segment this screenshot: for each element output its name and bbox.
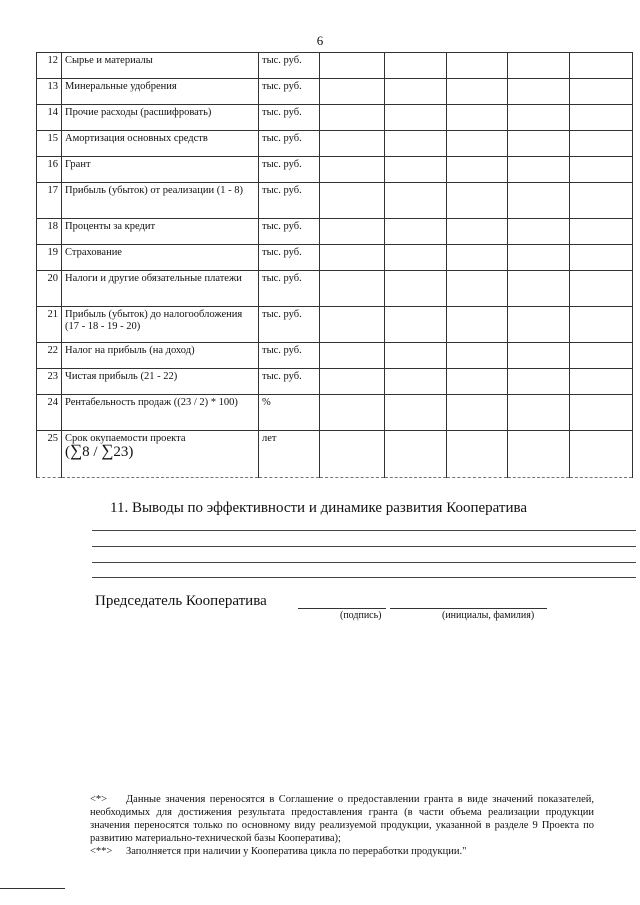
- indicator-name: Грант: [62, 157, 259, 183]
- table-row: [37, 431, 633, 478]
- value-cell[interactable]: [320, 131, 385, 157]
- indicator-unit: тыс. руб.: [259, 53, 320, 79]
- row-number: 21: [37, 307, 62, 343]
- conclusions-line[interactable]: [92, 562, 636, 563]
- value-cell[interactable]: [385, 157, 447, 183]
- value-cell[interactable]: [570, 157, 633, 183]
- value-cell[interactable]: [508, 105, 570, 131]
- indicator-name: Амортизация основных средств: [62, 131, 259, 157]
- value-cell[interactable]: [447, 183, 508, 219]
- value-cell[interactable]: [447, 245, 508, 271]
- indicator-unit: тыс. руб.: [259, 343, 320, 369]
- value-cell[interactable]: [508, 307, 570, 343]
- value-cell[interactable]: [447, 395, 508, 431]
- table-row: [37, 245, 633, 271]
- indicator-unit: %: [259, 395, 320, 431]
- table-row: [37, 395, 633, 431]
- footer-rule: [0, 888, 65, 889]
- value-cell[interactable]: [320, 53, 385, 79]
- value-cell[interactable]: [385, 307, 447, 343]
- signature-caption: (подпись): [340, 610, 382, 621]
- value-cell[interactable]: [447, 219, 508, 245]
- row-number: 12: [37, 53, 62, 79]
- table-row: [37, 53, 633, 79]
- value-cell[interactable]: [570, 395, 633, 431]
- row-number: 17: [37, 183, 62, 219]
- row-number: 16: [37, 157, 62, 183]
- value-cell[interactable]: [570, 307, 633, 343]
- value-cell[interactable]: [385, 219, 447, 245]
- value-cell[interactable]: [385, 105, 447, 131]
- indicator-unit: тыс. руб.: [259, 131, 320, 157]
- chairman-label: Председатель Кооператива: [95, 593, 267, 609]
- footnotes: [90, 793, 594, 858]
- value-cell[interactable]: [570, 219, 633, 245]
- indicator-unit: тыс. руб.: [259, 219, 320, 245]
- value-cell[interactable]: [447, 131, 508, 157]
- value-cell[interactable]: [570, 271, 633, 307]
- value-cell[interactable]: [447, 369, 508, 395]
- table-row: [37, 105, 633, 131]
- value-cell[interactable]: [508, 369, 570, 395]
- value-cell[interactable]: [508, 271, 570, 307]
- value-cell[interactable]: [385, 131, 447, 157]
- value-cell[interactable]: [320, 431, 385, 478]
- indicator-name-cell: [62, 431, 259, 478]
- row-number: 18: [37, 219, 62, 245]
- value-cell[interactable]: [508, 79, 570, 105]
- formula-close: ): [128, 444, 134, 460]
- payback-formula: [65, 441, 255, 460]
- value-cell[interactable]: [570, 183, 633, 219]
- value-cell[interactable]: [320, 245, 385, 271]
- row-number: 19: [37, 245, 62, 271]
- table-row: [37, 271, 633, 307]
- value-cell[interactable]: [570, 369, 633, 395]
- conclusions-title: 11. Выводы по эффективности и динамике развития Кооператива: [110, 500, 528, 516]
- table-row: [37, 343, 633, 369]
- value-cell[interactable]: [508, 219, 570, 245]
- indicator-name: Рентабельность продаж ((23 / 2) * 100): [62, 395, 259, 431]
- value-cell[interactable]: [570, 431, 633, 478]
- value-cell[interactable]: [385, 79, 447, 105]
- value-cell[interactable]: [385, 53, 447, 79]
- value-cell[interactable]: [447, 53, 508, 79]
- indicator-unit: тыс. руб.: [259, 183, 320, 219]
- value-cell[interactable]: [320, 183, 385, 219]
- value-cell[interactable]: [385, 271, 447, 307]
- indicator-unit: тыс. руб.: [259, 307, 320, 343]
- indicator-name: Срок окупаемости проекта: [65, 433, 186, 444]
- conclusions-line[interactable]: [92, 530, 636, 531]
- row-number: 20: [37, 271, 62, 307]
- conclusions-line[interactable]: [92, 546, 636, 547]
- value-cell[interactable]: [570, 53, 633, 79]
- table-row: [37, 369, 633, 395]
- table-row: [37, 183, 633, 219]
- indicator-name: Прибыль (убыток) от реализации (1 - 8): [62, 183, 259, 219]
- indicator-unit: тыс. руб.: [259, 369, 320, 395]
- row-number: 23: [37, 369, 62, 395]
- name-line[interactable]: [390, 608, 547, 609]
- table-row: [37, 157, 633, 183]
- value-cell[interactable]: [447, 79, 508, 105]
- row-number: 14: [37, 105, 62, 131]
- value-cell[interactable]: [385, 431, 447, 478]
- value-cell[interactable]: [447, 307, 508, 343]
- value-cell[interactable]: [320, 369, 385, 395]
- indicator-name: Минеральные удобрения: [62, 79, 259, 105]
- indicator-name: Проценты за кредит: [62, 219, 259, 245]
- value-cell[interactable]: [320, 157, 385, 183]
- indicator-unit: тыс. руб.: [259, 157, 320, 183]
- table-row: [37, 307, 633, 343]
- value-cell[interactable]: [385, 245, 447, 271]
- indicator-name: Налоги и другие обязательные платежи: [62, 271, 259, 307]
- value-cell[interactable]: [508, 343, 570, 369]
- value-cell[interactable]: [385, 183, 447, 219]
- value-cell[interactable]: [385, 369, 447, 395]
- indicator-name: Прочие расходы (расшифровать): [62, 105, 259, 131]
- value-cell[interactable]: [320, 395, 385, 431]
- indicator-name: Налог на прибыль (на доход): [62, 343, 259, 369]
- table-row: [37, 79, 633, 105]
- value-cell[interactable]: [447, 343, 508, 369]
- value-cell[interactable]: [320, 79, 385, 105]
- formula-numerator: 8: [82, 444, 90, 460]
- indicator-unit: тыс. руб.: [259, 105, 320, 131]
- indicator-name: Страхование: [62, 245, 259, 271]
- row-number: 15: [37, 131, 62, 157]
- value-cell[interactable]: [508, 157, 570, 183]
- indicator-name: Чистая прибыль (21 - 22): [62, 369, 259, 395]
- signature-line[interactable]: [298, 608, 386, 609]
- sigma-icon: ∑: [101, 441, 114, 460]
- indicator-unit: тыс. руб.: [259, 245, 320, 271]
- value-cell[interactable]: [320, 219, 385, 245]
- value-cell[interactable]: [320, 105, 385, 131]
- footnote-mark: <**>: [90, 846, 113, 857]
- formula-open: (: [65, 444, 70, 460]
- value-cell[interactable]: [385, 395, 447, 431]
- value-cell[interactable]: [508, 53, 570, 79]
- value-cell[interactable]: [320, 307, 385, 343]
- footnote-mark: <*>: [90, 794, 108, 805]
- value-cell[interactable]: [385, 343, 447, 369]
- value-cell[interactable]: [508, 183, 570, 219]
- value-cell[interactable]: [508, 431, 570, 478]
- row-number: 22: [37, 343, 62, 369]
- value-cell[interactable]: [447, 431, 508, 478]
- value-cell[interactable]: [508, 131, 570, 157]
- footnote-text: Заполняется при наличии у Кооператива цикла по переработки продукции.": [126, 846, 467, 857]
- sigma-icon: ∑: [70, 441, 83, 460]
- footnote-text: Данные значения переносятся в Соглашение о предоставлении гранта в виде значений показателей, необходимых для достижения результата предоставления гранта (в части объема реализации продукции значения переносятся только по основному виду реализуемой продукции, указанной в разделе 9 Проекта по развитию материально-технической базы Кооператива);: [90, 794, 594, 844]
- row-number: 25: [37, 431, 62, 478]
- formula-denominator: 23: [113, 444, 129, 460]
- value-cell[interactable]: [570, 79, 633, 105]
- value-cell[interactable]: [570, 131, 633, 157]
- indicator-unit: тыс. руб.: [259, 79, 320, 105]
- value-cell[interactable]: [447, 271, 508, 307]
- conclusions-line[interactable]: [92, 577, 636, 578]
- table-row: [37, 219, 633, 245]
- indicator-unit: тыс. руб.: [259, 271, 320, 307]
- indicator-unit: лет: [259, 431, 320, 478]
- value-cell[interactable]: [320, 271, 385, 307]
- indicator-name: Сырье и материалы: [62, 53, 259, 79]
- value-cell[interactable]: [447, 157, 508, 183]
- footnote: [90, 845, 594, 858]
- value-cell[interactable]: [570, 343, 633, 369]
- row-number: 13: [37, 79, 62, 105]
- value-cell[interactable]: [508, 395, 570, 431]
- row-number: 24: [37, 395, 62, 431]
- table-row: [37, 131, 633, 157]
- indicator-name: Прибыль (убыток) до налогообложения (17 - 18 - 19 - 20): [62, 307, 259, 343]
- indicators-table: [36, 52, 633, 478]
- page-number: 6: [316, 33, 324, 48]
- value-cell[interactable]: [570, 105, 633, 131]
- name-caption: (инициалы, фамилия): [442, 610, 535, 621]
- formula-slash: /: [89, 444, 102, 460]
- value-cell[interactable]: [320, 343, 385, 369]
- footnote: [90, 793, 594, 845]
- value-cell[interactable]: [508, 245, 570, 271]
- value-cell[interactable]: [570, 245, 633, 271]
- value-cell[interactable]: [447, 105, 508, 131]
